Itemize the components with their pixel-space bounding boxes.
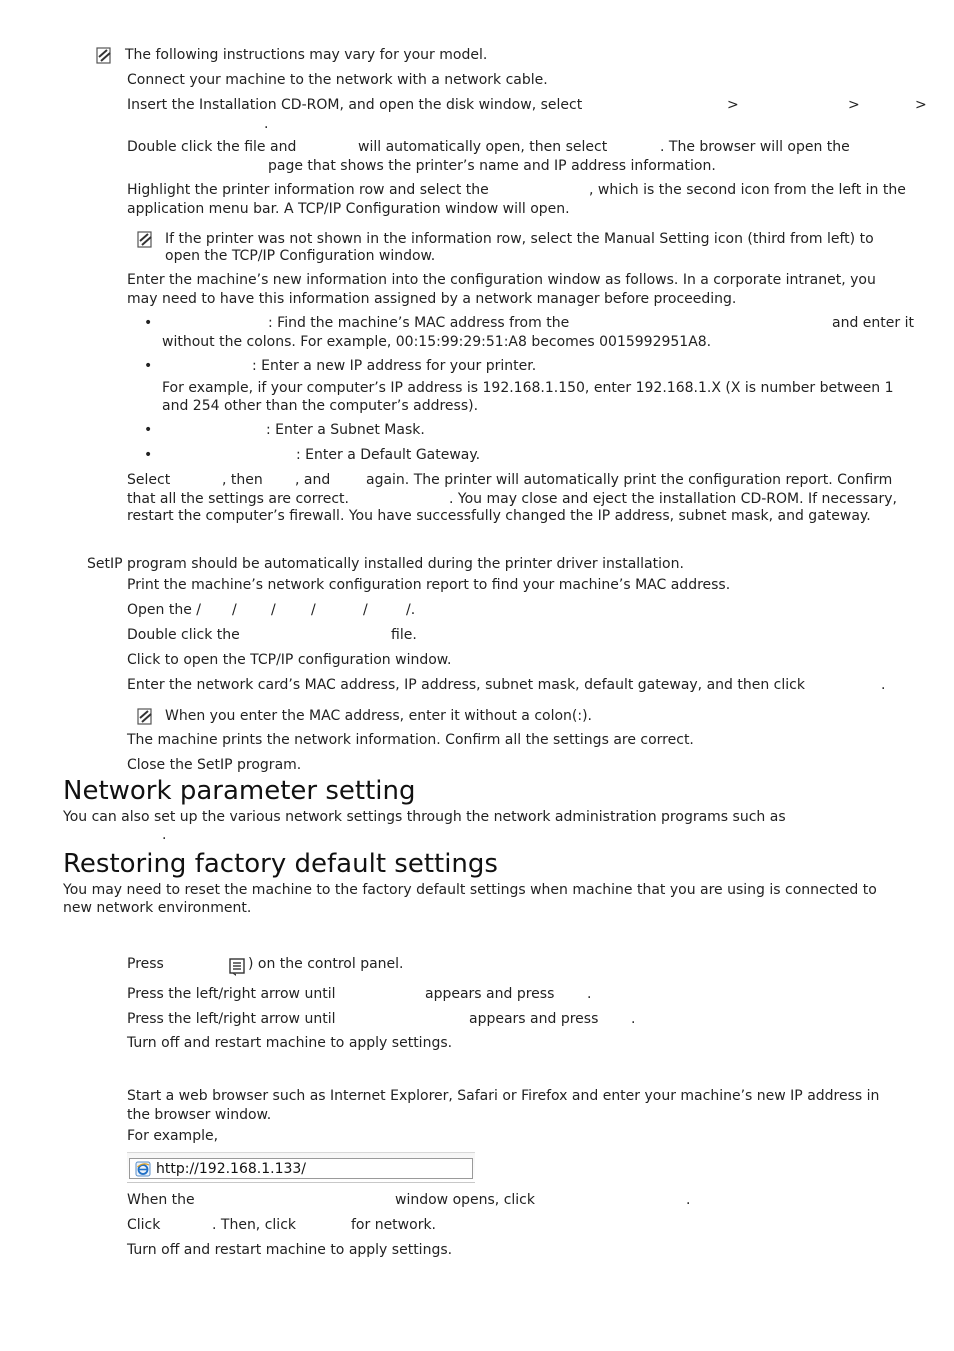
note-text: When you enter the MAC address, enter it without a colon(:). <box>165 708 592 724</box>
step-text: Connect your machine to the network with a network cable. <box>127 72 548 88</box>
step-text: . <box>881 677 886 693</box>
paragraph: new network environment. <box>63 900 252 916</box>
step-text: . <box>264 116 269 132</box>
step-text: , then <box>222 472 263 488</box>
step-text: ) on the control panel. <box>248 956 404 972</box>
path-separator: /. <box>406 602 416 618</box>
path-separator: > <box>727 97 739 113</box>
step-text: . Then, click <box>212 1217 296 1233</box>
step-text: Start a web browser such as Internet Explorer, Safari or Firefox and enter your machine’s new IP address in <box>127 1088 880 1104</box>
step-text: will automatically open, then select <box>358 139 608 155</box>
paragraph: SetIP program should be automatically installed during the printer driver installation. <box>87 556 684 572</box>
step-text: . <box>587 986 592 1002</box>
path-separator: / <box>232 602 237 618</box>
step-text: Highlight the printer information row and select the <box>127 182 489 198</box>
step-text: Print the machine’s network configuration report to find your machine’s MAC address. <box>127 577 731 593</box>
step-text: Enter the network card’s MAC address, IP address, subnet mask, default gateway, and then click <box>127 677 805 693</box>
step-text: again. The printer will automatically print the configuration report. Confirm <box>366 472 893 488</box>
paragraph: You can also set up the various network settings through the network administration programs such as <box>63 809 786 825</box>
step-text: appears and press <box>425 986 555 1002</box>
step-text: file. <box>391 627 417 643</box>
note-icon <box>96 47 113 64</box>
step-text: Double click the <box>127 627 240 643</box>
step-text: Double click the file and <box>127 139 297 155</box>
step-text: appears and press <box>469 1011 599 1027</box>
path-separator: / <box>271 602 276 618</box>
step-text: may need to have this information assigned by a network manager before proceeding. <box>127 291 737 307</box>
bullet-text: : Enter a new IP address for your printer. <box>252 358 537 374</box>
step-text: Select <box>127 472 171 488</box>
step-text: Click <box>127 1217 161 1233</box>
note-icon <box>137 708 154 725</box>
step-text: Turn off and restart machine to apply settings. <box>127 1242 453 1258</box>
path-separator: / <box>363 602 368 618</box>
step-text: Close the SetIP program. <box>127 757 302 773</box>
bullet-text: : Enter a Default Gateway. <box>296 447 481 463</box>
step-text: The machine prints the network information. Confirm all the settings are correct. <box>127 732 694 748</box>
bullet: • <box>144 315 153 331</box>
bullet-text: and enter it <box>832 315 914 331</box>
step-text: the browser window. <box>127 1107 272 1123</box>
step-text: Insert the Installation CD-ROM, and open the disk window, select <box>127 97 583 113</box>
step-text: , and <box>295 472 331 488</box>
step-text: , which is the second icon from the left in the <box>589 182 906 198</box>
step-text: application menu bar. A TCP/IP Configuration window will open. <box>127 201 570 217</box>
paragraph: You may need to reset the machine to the factory default settings when machine that you are using is connected to <box>63 882 877 898</box>
step-text: Press the left/right arrow until <box>127 986 336 1002</box>
path-separator: / <box>311 602 316 618</box>
note-text: If the printer was not shown in the information row, select the Manual Setting icon (third from left) to <box>165 231 874 247</box>
step-text: Press <box>127 956 164 972</box>
note-text: The following instructions may vary for your model. <box>125 47 488 63</box>
bullet: • <box>144 358 153 374</box>
step-text: Click to open the TCP/IP configuration window. <box>127 652 452 668</box>
step-text: that all the settings are correct. <box>127 491 349 507</box>
step-text: Open the / <box>127 602 201 618</box>
step-text: Turn off and restart machine to apply settings. <box>127 1035 453 1051</box>
step-text: for network. <box>351 1217 437 1233</box>
note-icon <box>137 231 154 248</box>
bullet: • <box>144 447 153 463</box>
section-heading: Network parameter setting <box>63 776 416 806</box>
menu-button-icon <box>228 957 248 977</box>
section-heading: Restoring factory default settings <box>63 849 498 879</box>
step-text: page that shows the printer’s name and IP address information. <box>268 158 716 174</box>
step-text: . <box>631 1011 636 1027</box>
bullet-text: : Find the machine’s MAC address from the <box>268 315 570 331</box>
bullet-text: : Enter a Subnet Mask. <box>266 422 425 438</box>
step-text: Enter the machine’s new information into the configuration window as follows. In a corporate intranet, you <box>127 272 876 288</box>
browser-address-bar <box>127 1152 475 1183</box>
path-separator: > <box>915 97 927 113</box>
step-text: When the <box>127 1192 195 1208</box>
note-text: open the TCP/IP Configuration window. <box>165 248 436 264</box>
address-field <box>129 1158 473 1179</box>
step-text: restart the computer’s firewall. You have successfully changed the IP address, subnet mask, and gateway. <box>127 508 871 524</box>
step-text: . You may close and eject the installation CD-ROM. If necessary, <box>449 491 897 507</box>
bullet-text: without the colons. For example, 00:15:99:29:51:A8 becomes 0015992951A8. <box>162 334 712 350</box>
step-text: window opens, click <box>395 1192 535 1208</box>
bullet: • <box>144 422 153 438</box>
address-url: http://192.168.1.133/ <box>156 1161 307 1177</box>
bullet-text: For example, if your computer’s IP address is 192.168.1.150, enter 192.168.1.X (X is number between 1 <box>162 380 894 396</box>
step-text: . <box>686 1192 691 1208</box>
path-separator: > <box>848 97 860 113</box>
step-text: For example, <box>127 1128 219 1144</box>
internet-explorer-icon <box>135 1161 151 1177</box>
bullet-text: and 254 other than the computer’s address). <box>162 398 479 414</box>
paragraph: . <box>162 827 167 843</box>
step-text: . The browser will open the <box>660 139 850 155</box>
step-text: Press the left/right arrow until <box>127 1011 336 1027</box>
